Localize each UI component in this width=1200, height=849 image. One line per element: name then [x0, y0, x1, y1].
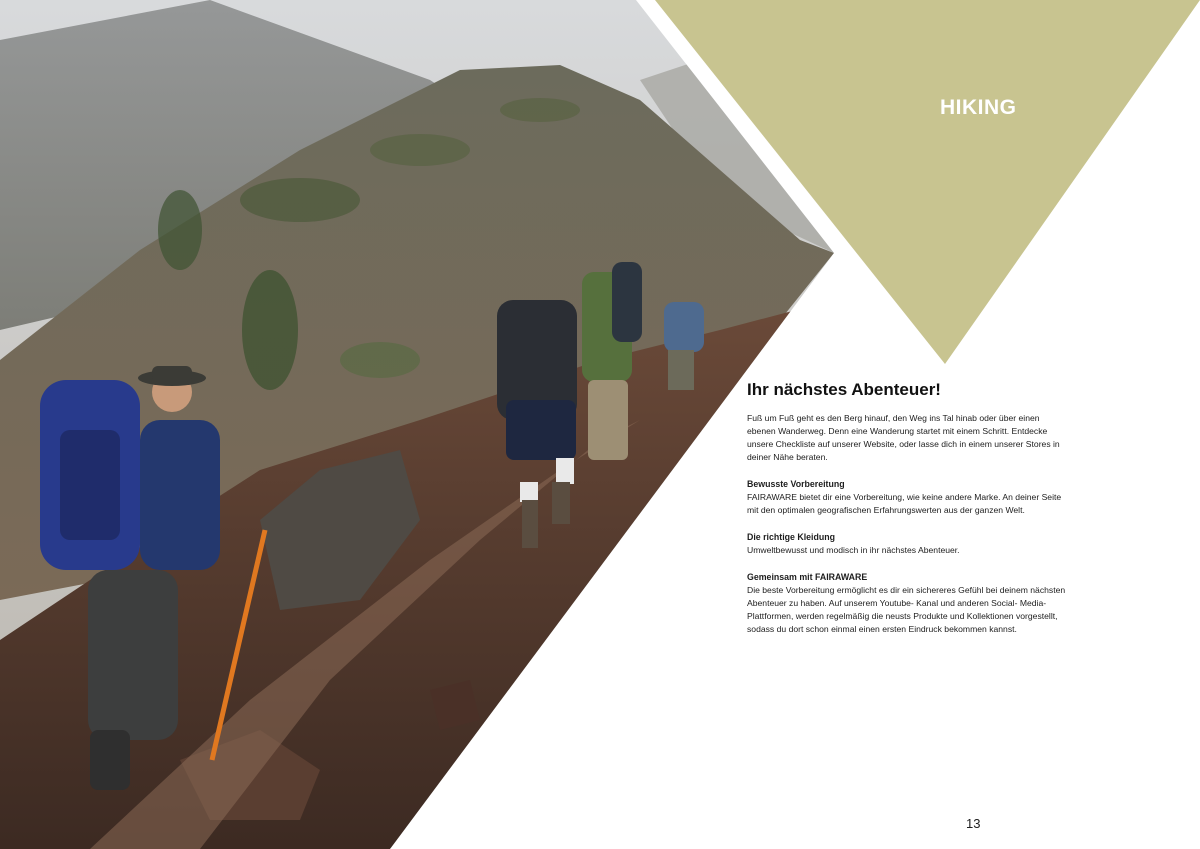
section-text: Umweltbewusst und modisch in ihr nächstes Abenteuer.	[747, 545, 960, 555]
section-preparation	[747, 478, 1069, 517]
section-clothing	[747, 531, 1069, 557]
article-text	[747, 380, 1069, 650]
headline: Ihr nächstes Abenteuer!	[747, 380, 941, 399]
section-label: HIKING	[940, 96, 1017, 119]
section-together	[747, 571, 1069, 636]
section-text: FAIRAWARE bietet dir eine Vorbereitung, wie keine andere Marke. An deiner Seite mit den optimalen geografischen Erfahrungswerten aus der ganzen Welt.	[747, 492, 1062, 515]
section-title: Die richtige Kleidung	[747, 532, 835, 542]
intro-paragraph: Fuß um Fuß geht es den Berg hinauf, den Weg ins Tal hinab oder über einen ebenen Wanderweg. Denn eine Wanderung startet mit einem Schritt. Entdecke unsere Checkliste auf unserer Website, oder lasse dich in einem unserer Stores in deiner Nähe beraten.	[747, 413, 1060, 462]
section-title: Gemeinsam mit FAIRAWARE	[747, 572, 868, 582]
section-title: Bewusste Vorbereitung	[747, 479, 845, 489]
section-text: Die beste Vorbereitung ermöglicht es dir ein sichereres Gefühl bei deinem nächsten Abenteuer zu haben. Auf unserem Youtube- Kanal und anderen Social- Media- Plattformen, werden regelmäßig die neusts Produkte und Kollektionen vorgestellt, sodass du dort schon einmal einen ersten Eindruck bekommen kannst.	[747, 585, 1066, 634]
page-number: 13	[966, 816, 981, 831]
